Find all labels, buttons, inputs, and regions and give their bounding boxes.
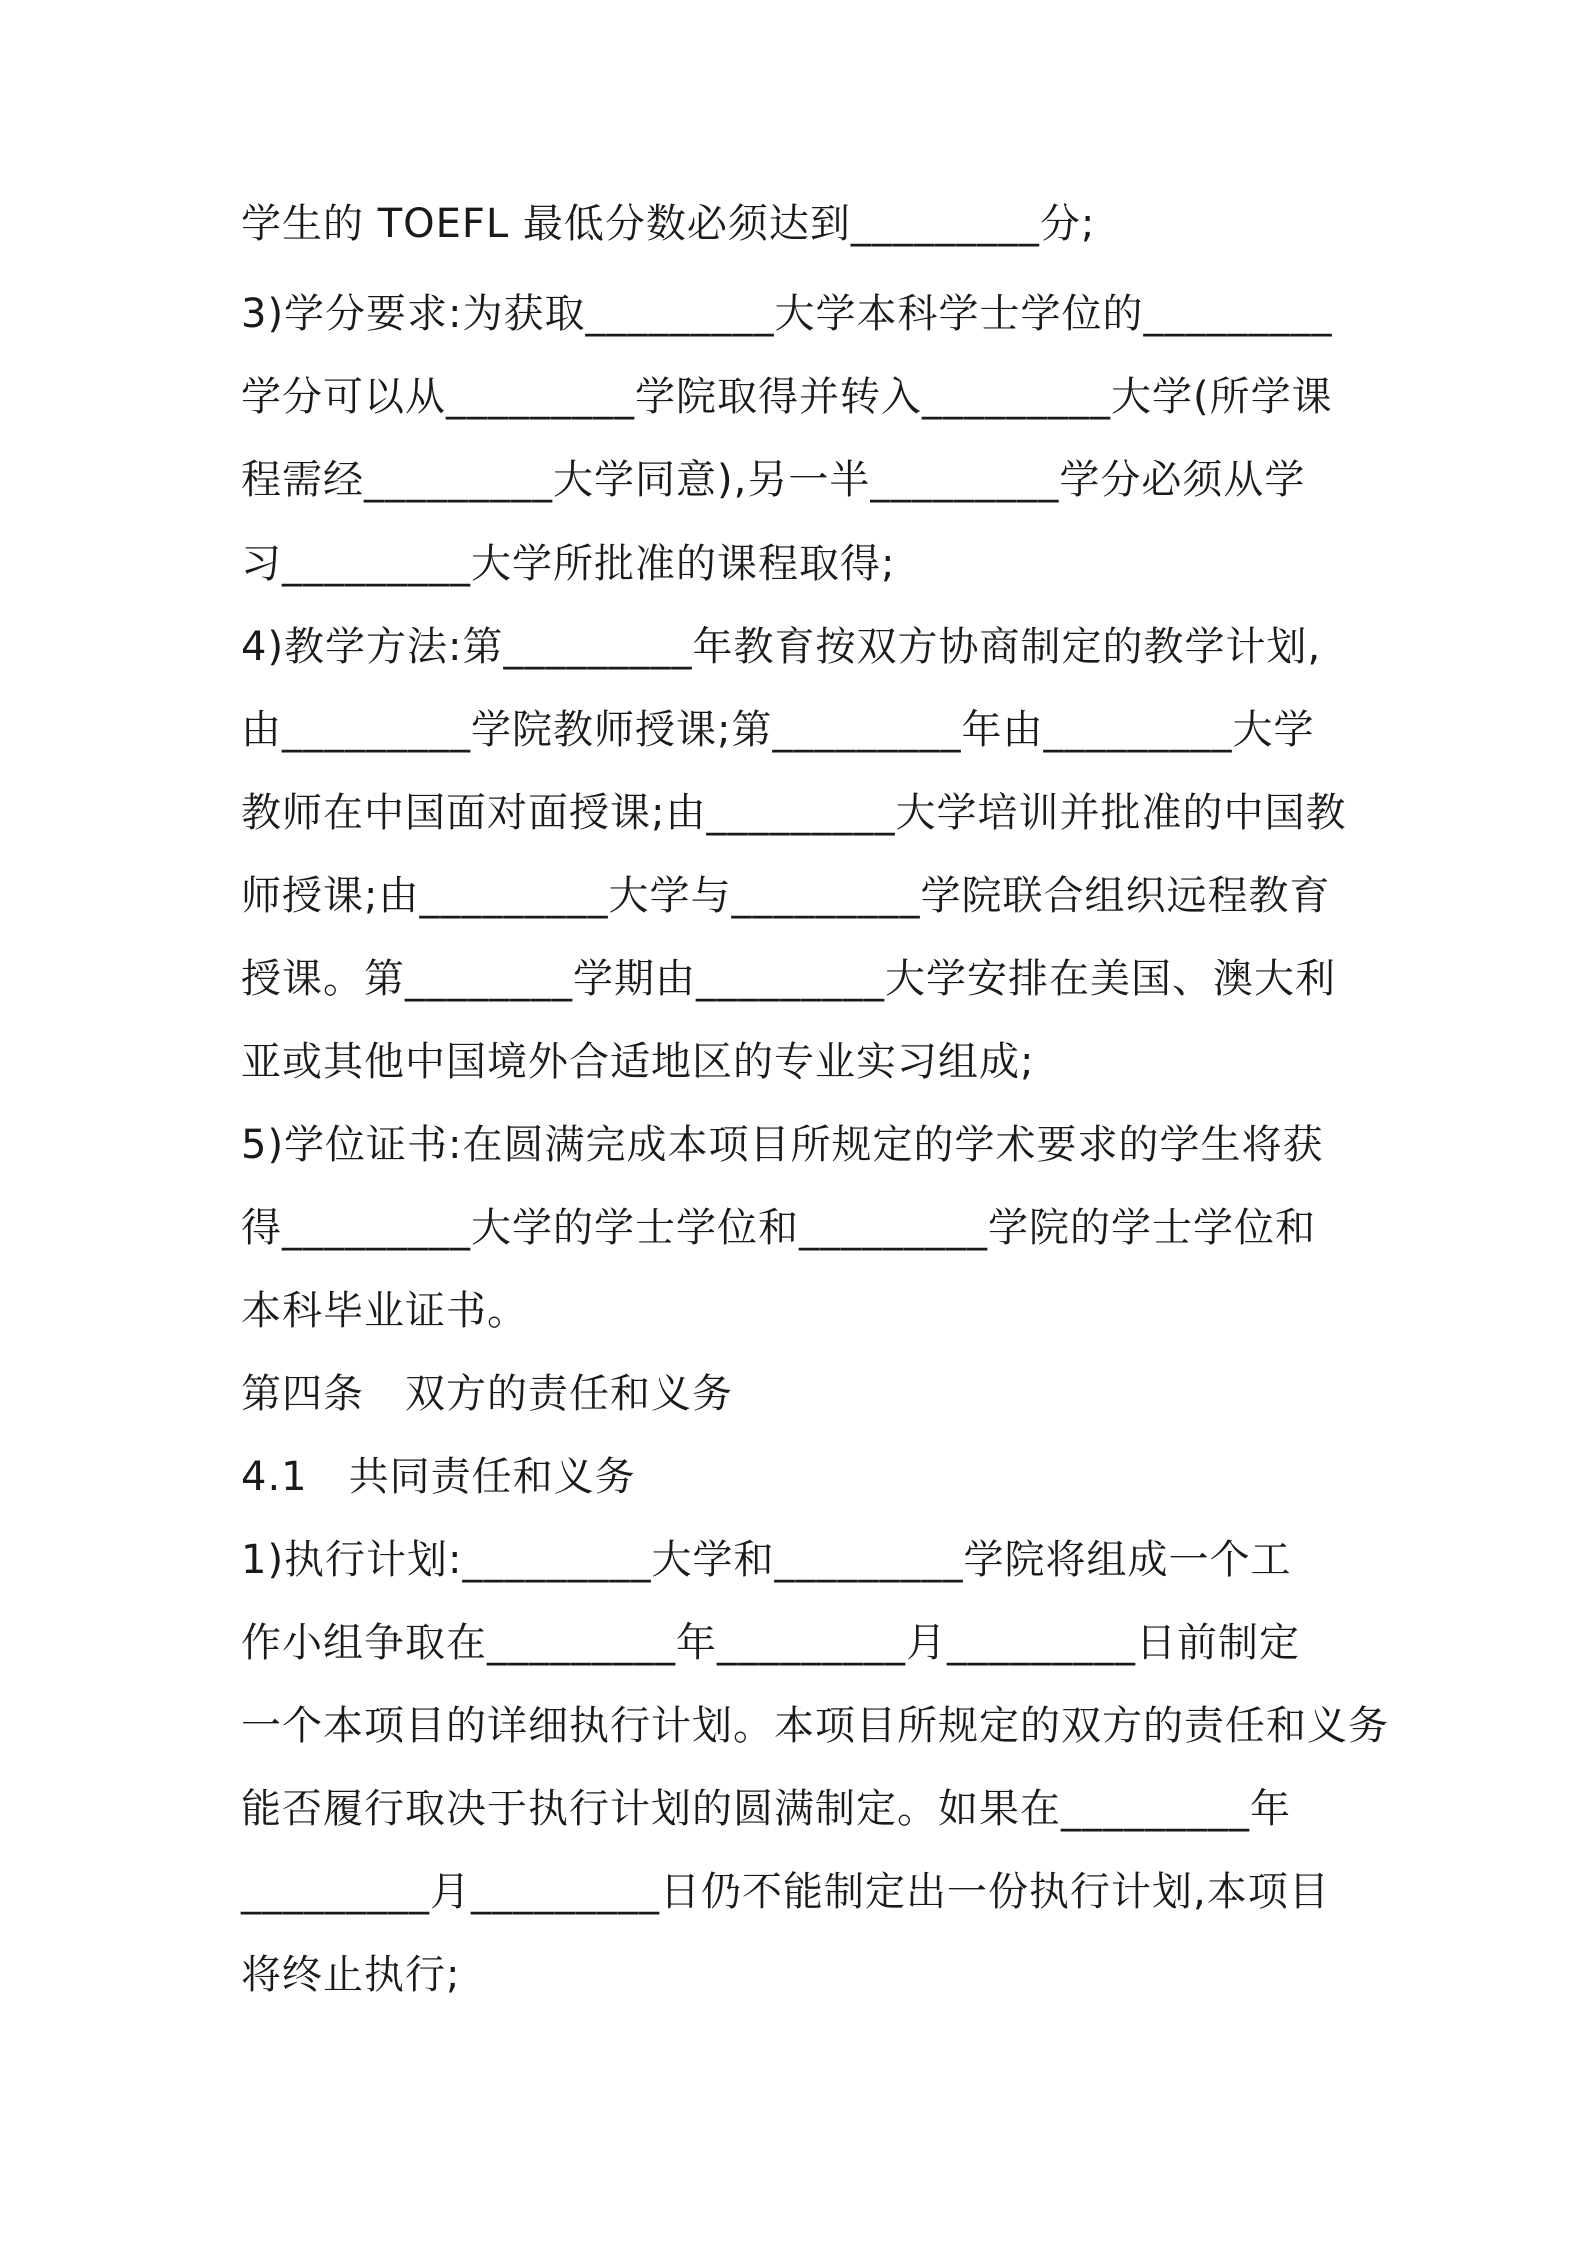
text-line: 由_________学院教师授课;第_________年由_________大学 (241, 707, 1315, 753)
text-line: 学分可以从_________学院取得并转入_________大学(所学课 (241, 374, 1333, 420)
text-line: 习_________大学所批准的课程取得; (241, 541, 896, 587)
text-line: 师授课;由_________大学与_________学院联合组织远程教育 (241, 873, 1331, 919)
text-line: 授课。第________学期由_________大学安排在美国、澳大利 (241, 956, 1336, 1002)
text-line: 本科毕业证书。 (241, 1288, 528, 1334)
text-line: 3)学分要求:为获取_________大学本科学士学位的_________ (241, 291, 1333, 337)
text-line: 亚或其他中国境外合适地区的专业实习组成; (241, 1039, 1035, 1085)
text-line: 将终止执行; (241, 1952, 461, 1998)
text-line: 能否履行取决于执行计划的圆满制定。如果在_________年 (241, 1786, 1291, 1832)
text-line: _________月_________日仍不能制定出一份执行计划,本项目 (241, 1869, 1330, 1915)
text-line: 教师在中国面对面授课;由_________大学培训并批准的中国教 (241, 790, 1347, 836)
text-line: 程需经_________大学同意),另一半_________学分必须从学 (241, 457, 1306, 503)
text-line: 1)执行计划:_________大学和_________学院将组成一个工 (241, 1537, 1292, 1583)
text-line: 作小组争取在_________年_________月_________日前制定 (241, 1620, 1300, 1666)
section-heading: 第四条 双方的责任和义务 (241, 1371, 733, 1417)
text-line: 得_________大学的学士学位和_________学院的学士学位和 (241, 1205, 1316, 1251)
text-line: 5)学位证书:在圆满完成本项目所规定的学术要求的学生将获 (241, 1122, 1324, 1168)
text-line: 4)教学方法:第_________年教育按双方协商制定的教学计划, (241, 624, 1322, 670)
text-line: 一个本项目的详细执行计划。本项目所规定的双方的责任和义务 (241, 1703, 1389, 1749)
subsection-heading: 4.1 共同责任和义务 (241, 1454, 636, 1500)
text-line: 学生的 TOEFL 最低分数必须达到_________分; (241, 201, 1096, 247)
